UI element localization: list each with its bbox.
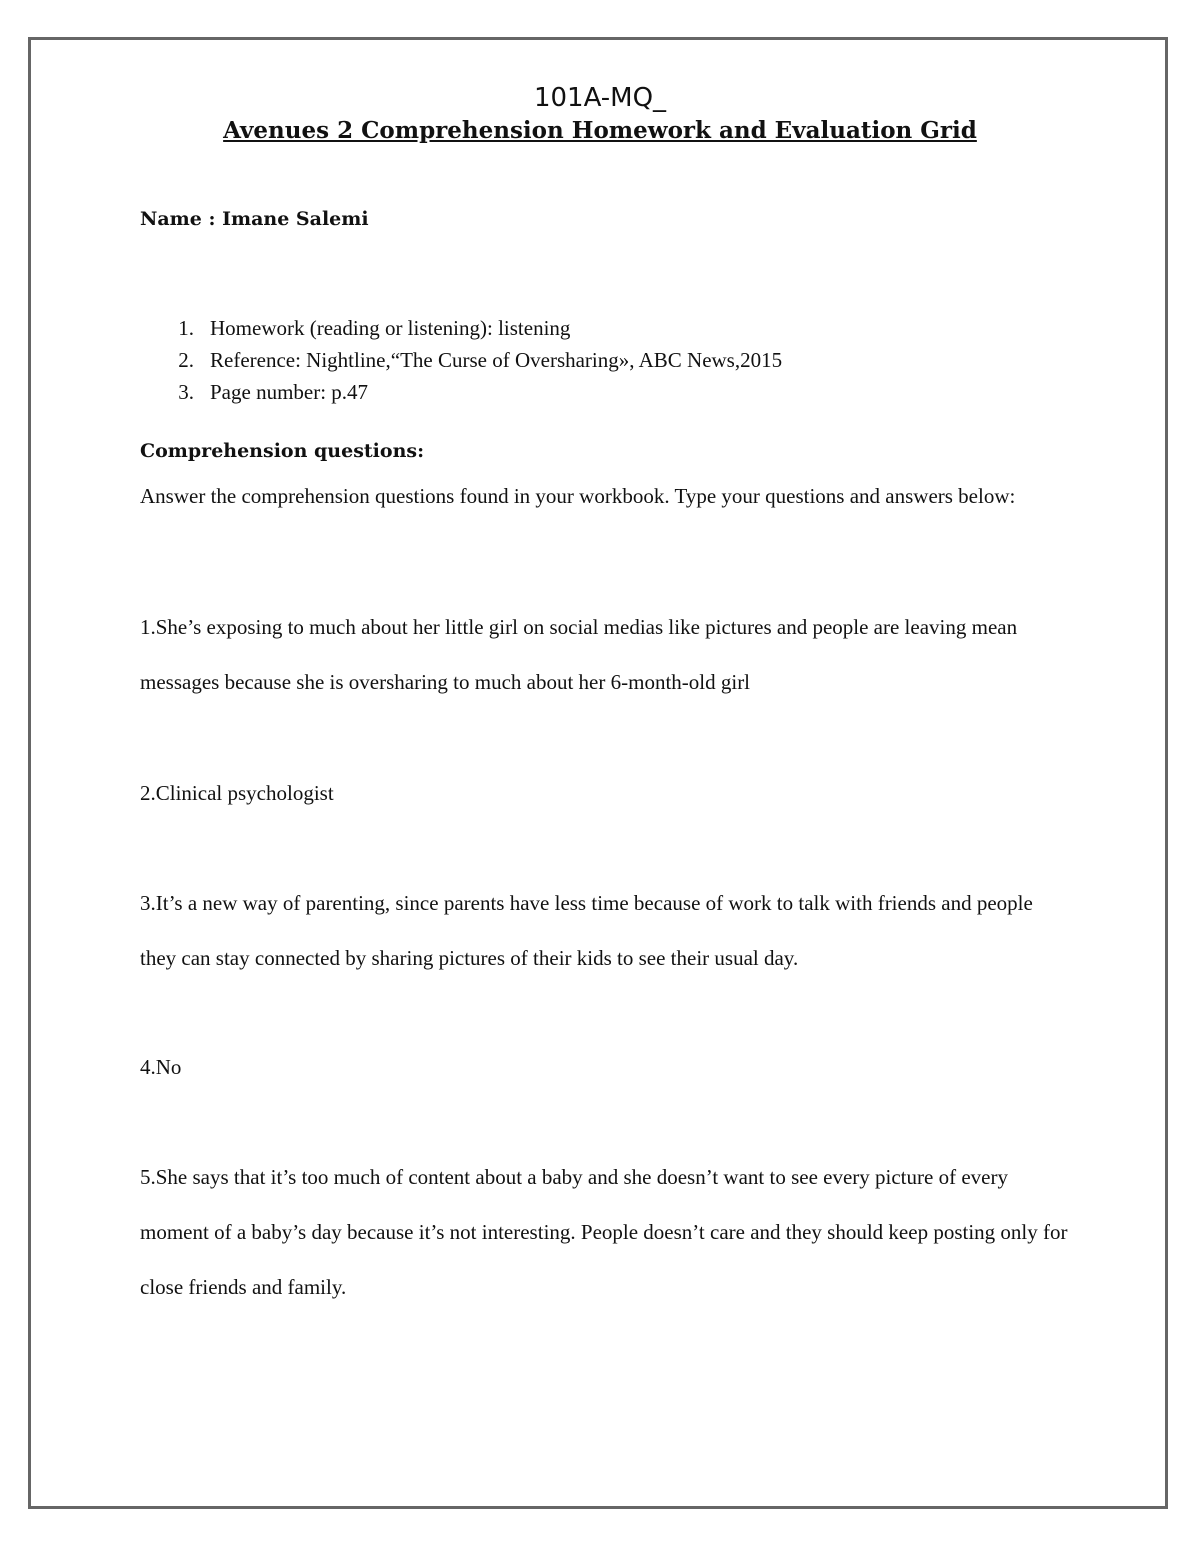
list-item-text: Homework (reading or listening): listening [210, 316, 571, 340]
list-item [140, 344, 782, 376]
list-item-text: Reference: Nightline,“The Curse of Oversharing», ABC News,2015 [210, 348, 783, 372]
homework-info-list [140, 312, 782, 408]
list-item-number: 1. [178, 316, 194, 340]
list-item-text: Page number: p.47 [210, 380, 369, 404]
student-name: Name : Imane Salemi [140, 208, 369, 230]
list-item [140, 376, 782, 408]
answer-4: 4.No [140, 1055, 182, 1079]
answer-2: 2.Clinical psychologist [140, 781, 334, 805]
list-item [140, 312, 782, 344]
answer-3: 3.It’s a new way of parenting, since parents have less time because of work to talk with friends and people they can stay connected by sharing pictures of their kids to see their usual day. [140, 891, 1033, 970]
document-title: Avenues 2 Comprehension Homework and Evaluation Grid [223, 117, 977, 144]
course-code: 101A-MQ_ [533, 83, 667, 113]
answer-5: 5.She says that it’s too much of content about a baby and she doesn’t want to see every picture of every moment of a baby’s day because it’s not interesting. People doesn’t care and they should keep posting only for close friends and family. [140, 1165, 1068, 1299]
instructions-text: Answer the comprehension questions found in your workbook. Type your questions and answers below: [140, 484, 1016, 508]
answer-1: 1.She’s exposing to much about her little girl on social medias like pictures and people are leaving mean messages because she is oversharing to much about her 6-month-old girl [140, 615, 1018, 694]
list-item-number: 2. [178, 348, 194, 372]
comprehension-heading: Comprehension questions: [140, 440, 425, 462]
list-item-number: 3. [178, 380, 194, 404]
